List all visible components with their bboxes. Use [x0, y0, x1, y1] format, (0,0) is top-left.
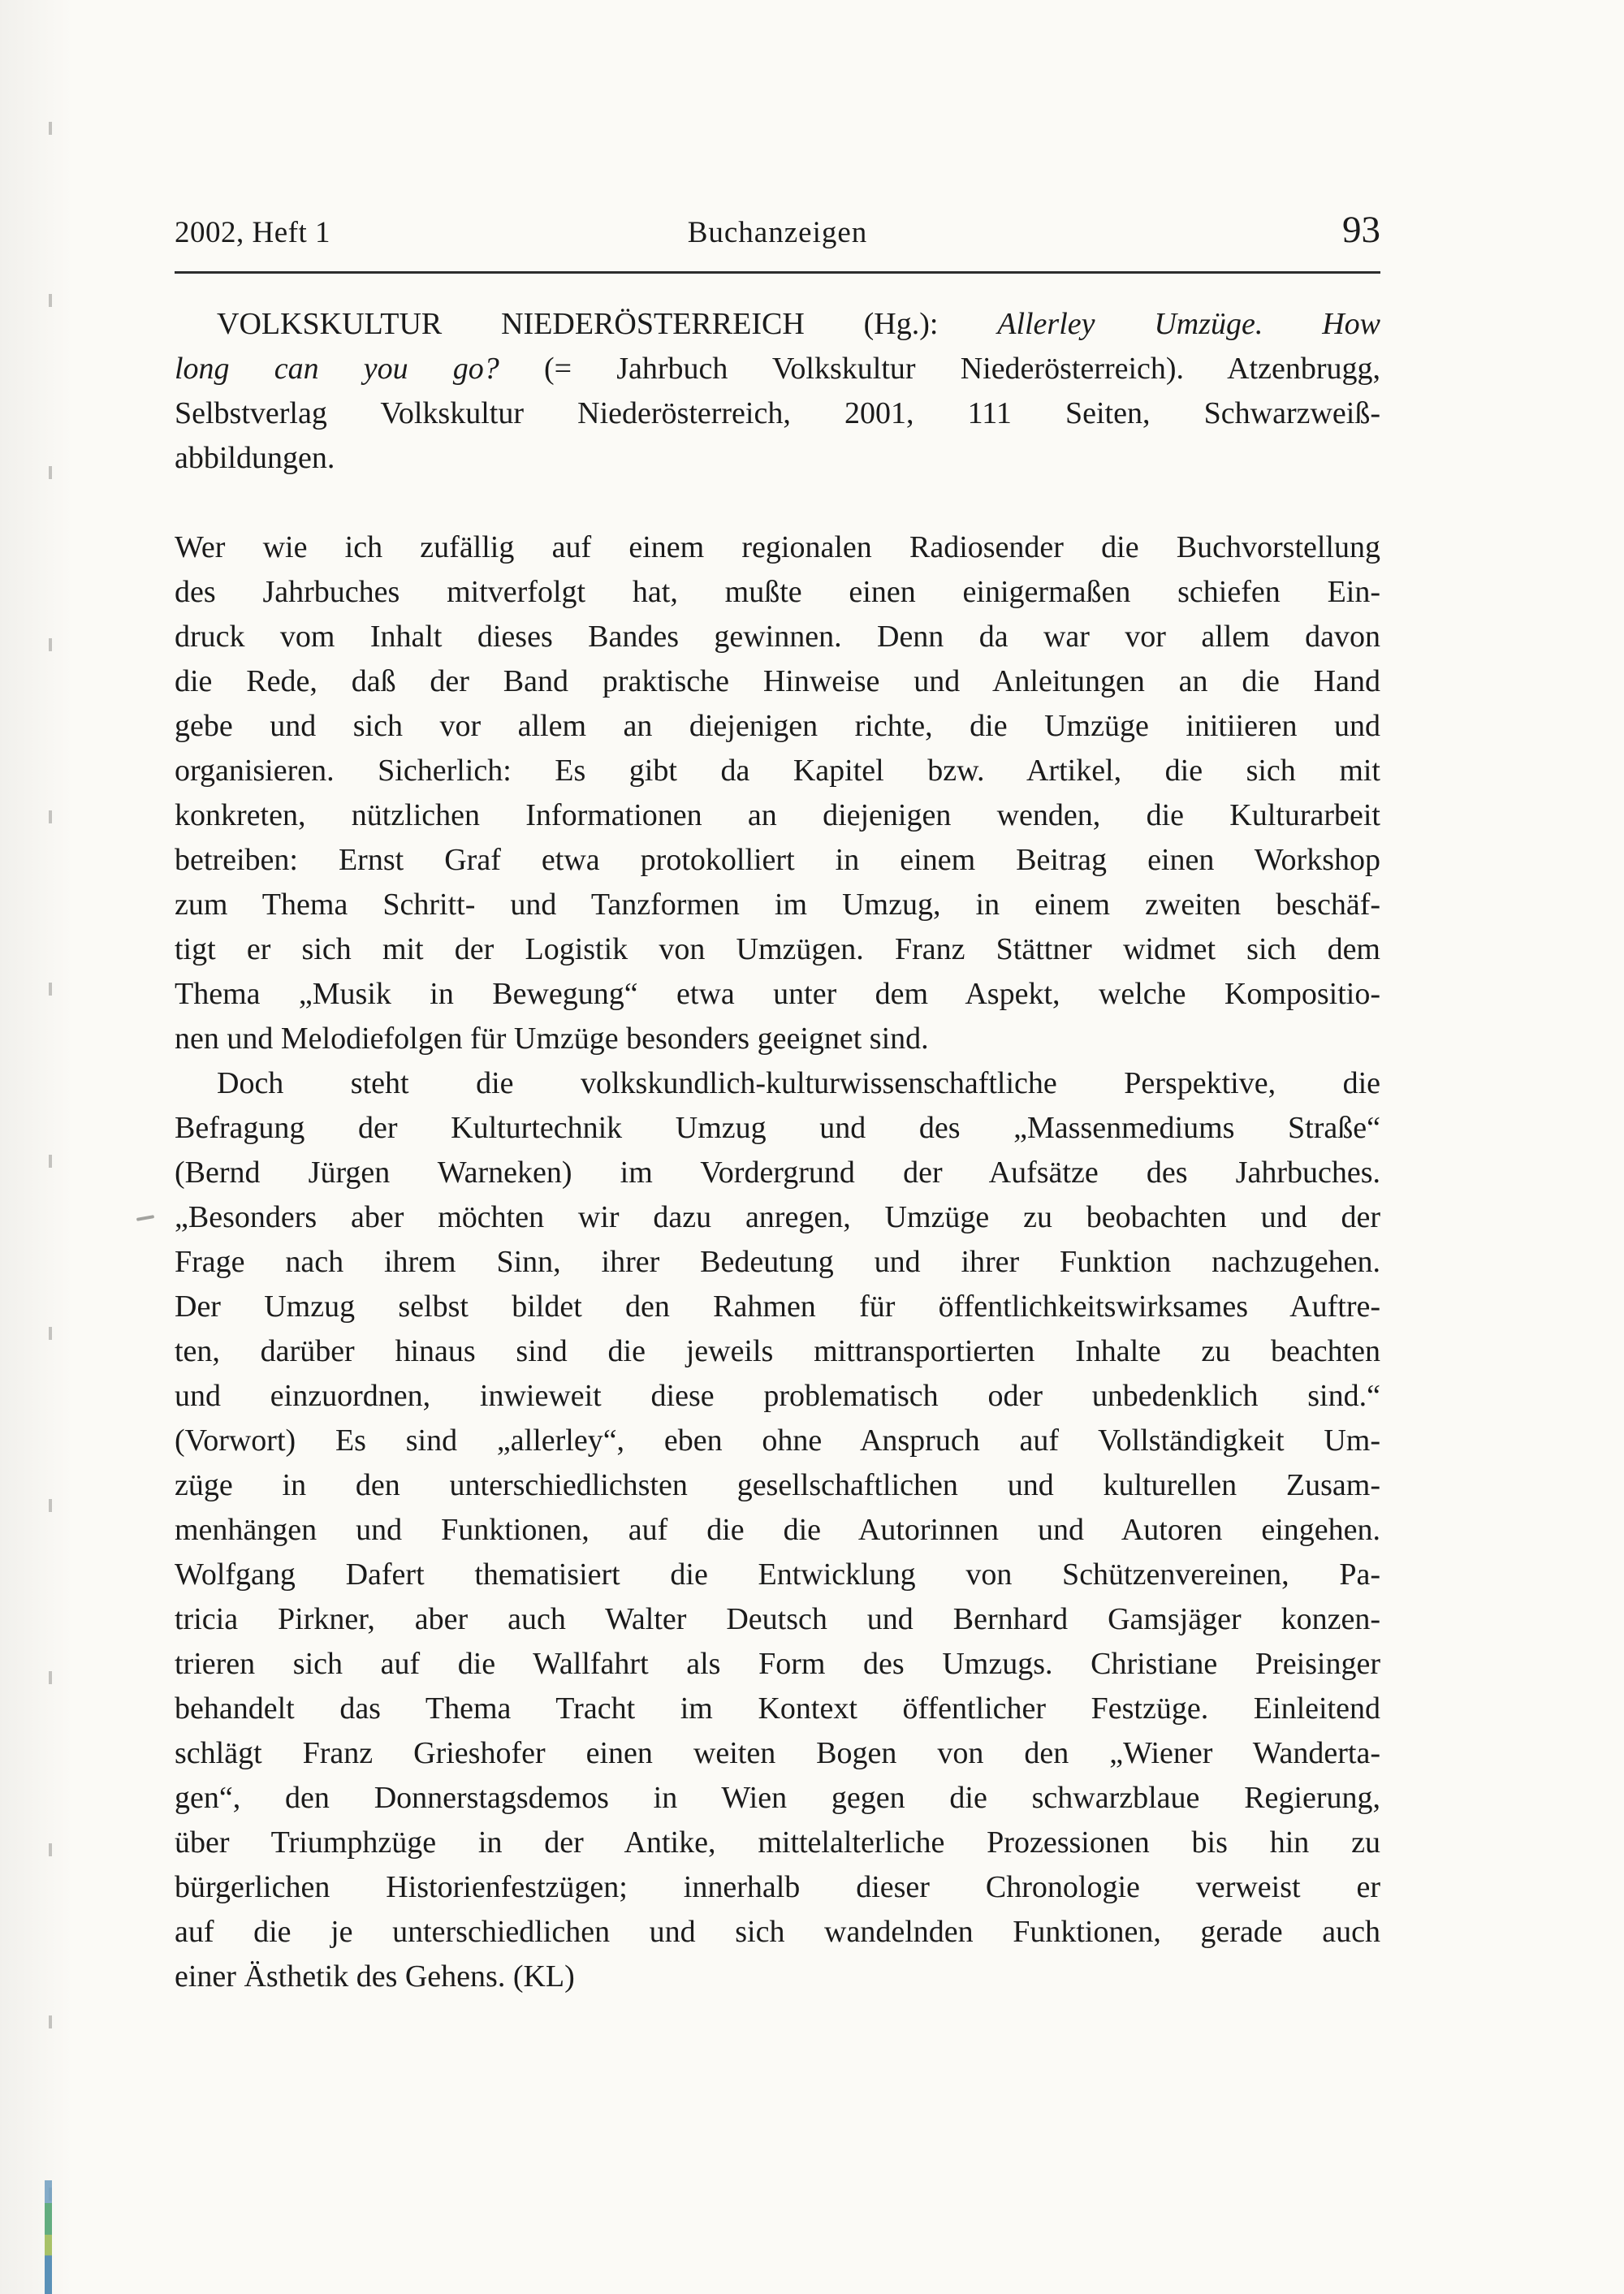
citation-title-italic: Allerley Umzüge. How	[997, 307, 1380, 341]
stray-pencil-mark	[136, 1215, 154, 1221]
citation-line	[175, 302, 1380, 347]
text-line: bürgerlichen Historienfestzügen; innerhalb dieser Chronologie verweist er	[175, 1870, 1380, 1904]
text-line: konkreten, nützlichen Informationen an diejenigen wenden, die Kulturarbeit	[175, 798, 1380, 832]
text-line: des Jahrbuches mitverfolgt hat, mußte einen einigermaßen schiefen Ein-	[175, 575, 1380, 609]
review-paragraph-2	[175, 1061, 1380, 1999]
text-line: Wer wie ich zufällig auf einem regionalen Radiosender die Buchvorstellung	[175, 530, 1380, 564]
text-line: Frage nach ihrem Sinn, ihrer Bedeutung und ihrer Funktion nachzugehen.	[175, 1245, 1380, 1279]
text-line: behandelt das Thema Tracht im Kontext öffentlicher Festzüge. Einleitend	[175, 1691, 1380, 1726]
text-line: betreiben: Ernst Graf etwa protokolliert in einem Beitrag einen Workshop	[175, 843, 1380, 877]
text-line: tricia Pirkner, aber auch Walter Deutsch und Bernhard Gamsjäger konzen-	[175, 1602, 1380, 1636]
text-line: die Rede, daß der Band praktische Hinweise und Anleitungen an die Hand	[175, 664, 1380, 698]
text-line: gebe und sich vor allem an diejenigen richte, die Umzüge initiieren und	[175, 709, 1380, 743]
text-line: menhängen und Funktionen, auf die die Autorinnen und Autoren eingehen.	[175, 1513, 1380, 1547]
citation-line: Selbstverlag Volkskultur Niederösterreich, 2001, 111 Seiten, Schwarzweiß-	[175, 396, 1380, 430]
section-title: Buchanzeigen	[687, 216, 868, 249]
text-line: auf die je unterschiedlichen und sich wandelnden Funktionen, gerade auch	[175, 1915, 1380, 1949]
citation-imprint: (= Jahrbuch Volkskultur Niederösterreich). Atzenbrugg,	[499, 352, 1381, 386]
citation-line: abbildungen.	[175, 441, 335, 475]
left-margin-binding-marks	[49, 122, 52, 2294]
text-line: über Triumphzüge in der Antike, mittelalterliche Prozessionen bis hin zu	[175, 1825, 1380, 1860]
text-line: Wolfgang Dafert thematisiert die Entwicklung von Schützenvereinen, Pa-	[175, 1557, 1380, 1592]
text-line: Befragung der Kulturtechnik Umzug und des „Massenmediums Straße“	[175, 1111, 1380, 1145]
text-line: zum Thema Schritt- und Tanzformen im Umzug, in einem zweiten beschäf-	[175, 888, 1380, 922]
scan-edge-color-strip	[45, 2180, 52, 2294]
citation-line	[175, 347, 1380, 391]
text-line: züge in den unterschiedlichsten gesellschaftlichen und kulturellen Zusam-	[175, 1468, 1380, 1502]
running-head	[175, 208, 1380, 257]
text-line: trieren sich auf die Wallfahrt als Form des Umzugs. Christiane Preisinger	[175, 1647, 1380, 1681]
text-line: (Vorwort) Es sind „allerley“, eben ohne Anspruch auf Vollständigkeit Um-	[175, 1423, 1380, 1458]
page-number: 93	[1342, 209, 1380, 251]
text-line: Der Umzug selbst bildet den Rahmen für öffentlichkeitswirksames Auftre-	[175, 1290, 1380, 1324]
book-citation	[175, 302, 1380, 481]
text-line: nen und Melodiefolgen für Umzüge besonders geeignet sind.	[175, 1022, 929, 1056]
text-line: schlägt Franz Grieshofer einen weiten Bogen von den „Wiener Wanderta-	[175, 1736, 1380, 1770]
journal-issue-label: 2002, Heft 1	[175, 216, 330, 249]
text-line: ten, darüber hinaus sind die jeweils mittransportierten Inhalte zu beachten	[175, 1334, 1380, 1368]
header-rule	[175, 271, 1380, 274]
text-line: einer Ästhetik des Gehens. (KL)	[175, 1959, 575, 1994]
text-line: Thema „Musik in Bewegung“ etwa unter dem Aspekt, welche Kompositio-	[175, 977, 1380, 1011]
text-line: „Besonders aber möchten wir dazu anregen, Umzüge zu beobachten und der	[175, 1200, 1380, 1234]
text-line: gen“, den Donnerstagsdemos in Wien gegen die schwarzblaue Regierung,	[175, 1781, 1380, 1815]
review-paragraph-1	[175, 525, 1380, 1061]
review-text-block	[175, 302, 1380, 1999]
text-line: druck vom Inhalt dieses Bandes gewinnen. Denn da war vor allem davon	[175, 620, 1380, 654]
text-line: tigt er sich mit der Logistik von Umzügen. Franz Stättner widmet sich dem	[175, 932, 1380, 966]
text-line: organisieren. Sicherlich: Es gibt da Kapitel bzw. Artikel, die sich mit	[175, 754, 1380, 788]
citation-editor: VOLKSKULTUR NIEDERÖSTERREICH (Hg.):	[217, 307, 998, 341]
text-line: und einzuordnen, inwieweit diese problematisch oder unbedenklich sind.“	[175, 1379, 1380, 1413]
text-line: (Bernd Jürgen Warneken) im Vordergrund der Aufsätze des Jahrbuches.	[175, 1156, 1380, 1190]
citation-title-italic: long can you go?	[175, 352, 499, 386]
text-line: Doch steht die volkskundlich-kulturwissenschaftliche Perspektive, die	[217, 1066, 1380, 1100]
